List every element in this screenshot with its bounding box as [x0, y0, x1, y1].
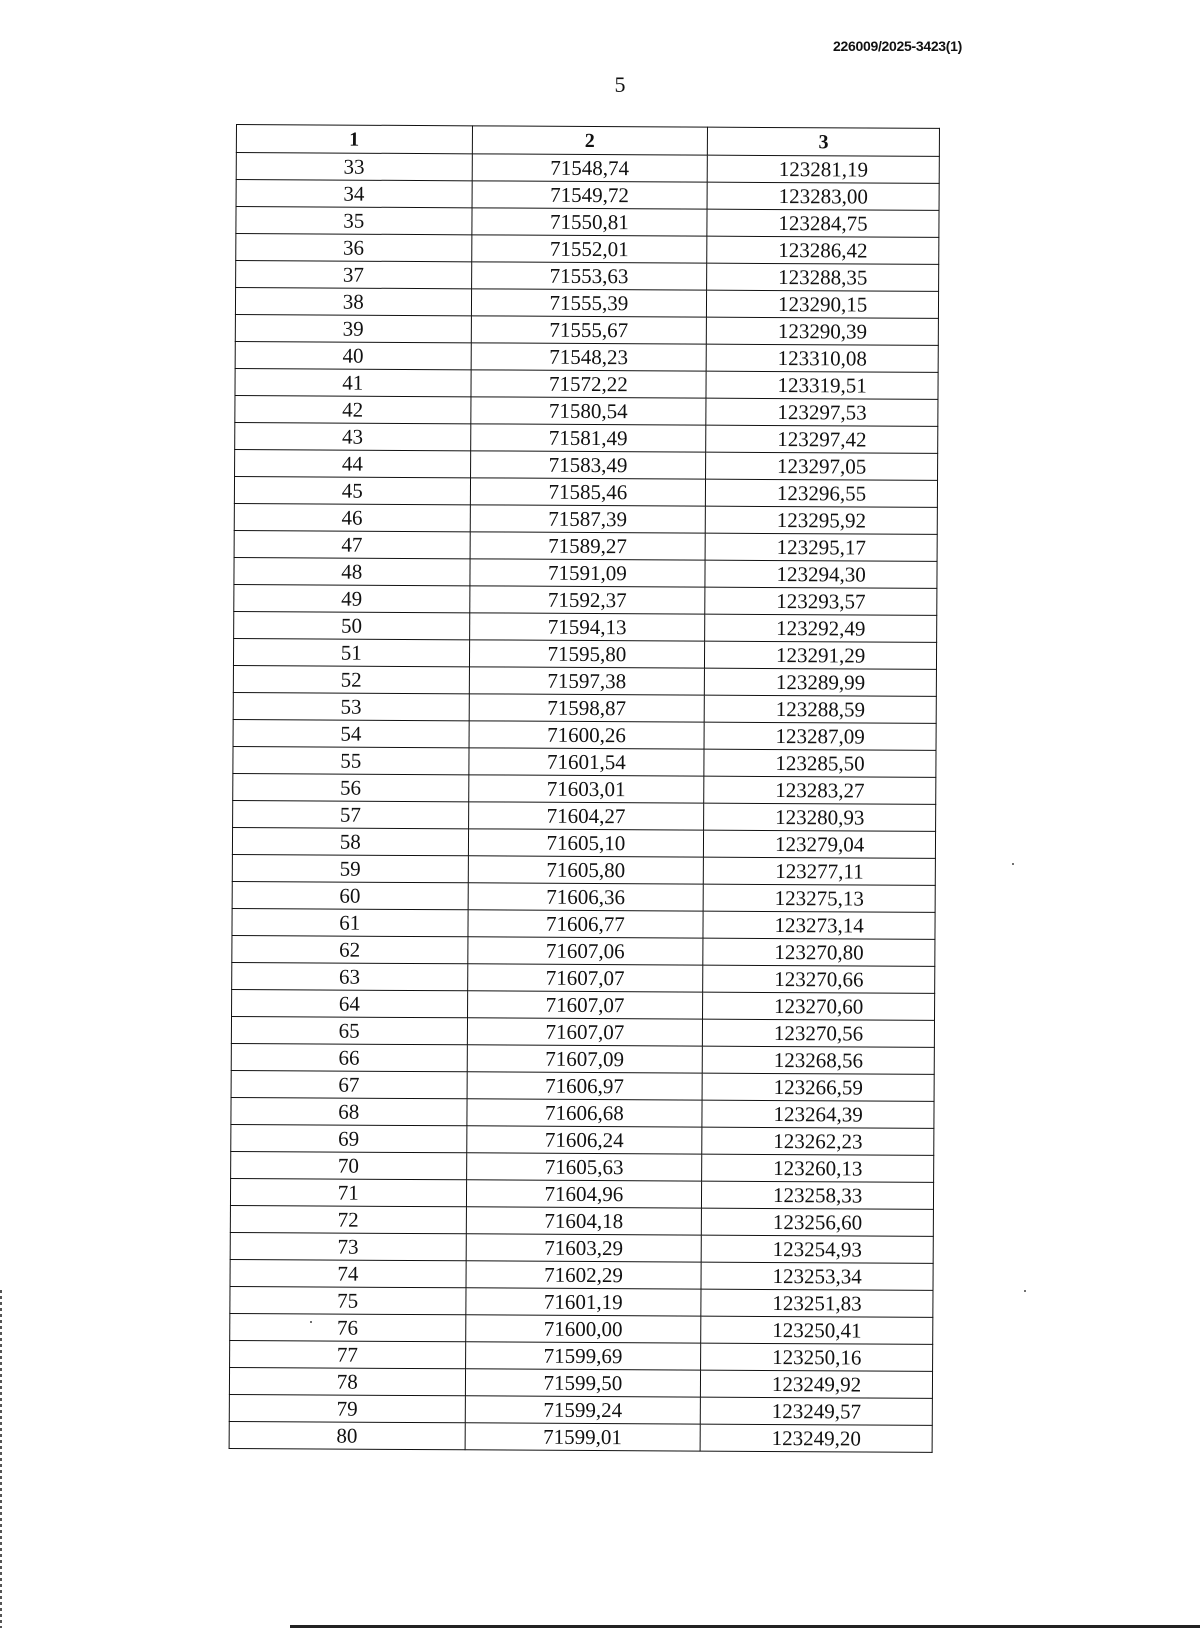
y-coordinate-cell: 123289,99 — [705, 668, 937, 696]
table-row — [235, 288, 938, 319]
table-row — [235, 449, 938, 480]
point-number-cell: 42 — [235, 395, 471, 423]
point-number-cell: 55 — [233, 746, 469, 774]
point-number-cell: 67 — [231, 1070, 467, 1098]
column-header-1: 1 — [236, 125, 472, 154]
y-coordinate-cell: 123268,56 — [702, 1046, 934, 1074]
y-coordinate-cell: 123297,05 — [706, 452, 938, 480]
table-row — [233, 638, 936, 669]
x-coordinate-cell: 71607,07 — [467, 991, 703, 1019]
x-coordinate-cell: 71605,63 — [466, 1153, 702, 1181]
y-coordinate-cell: 123288,35 — [707, 263, 939, 291]
table-body — [229, 153, 939, 1453]
x-coordinate-cell: 71605,80 — [468, 856, 704, 884]
table-row — [232, 989, 935, 1020]
y-coordinate-cell: 123319,51 — [706, 371, 938, 399]
x-coordinate-cell: 71607,07 — [467, 1018, 703, 1046]
y-coordinate-cell: 123285,50 — [704, 749, 936, 777]
y-coordinate-cell: 123295,92 — [705, 506, 937, 534]
table-row — [236, 180, 939, 211]
x-coordinate-cell: 71581,49 — [470, 424, 706, 452]
point-number-cell: 40 — [235, 341, 471, 369]
y-coordinate-cell: 123264,39 — [702, 1100, 934, 1128]
x-coordinate-cell: 71605,10 — [468, 829, 704, 857]
y-coordinate-cell: 123275,13 — [703, 884, 935, 912]
x-coordinate-cell: 71595,80 — [469, 640, 705, 668]
x-coordinate-cell: 71594,13 — [469, 613, 705, 641]
y-coordinate-cell: 123291,29 — [705, 641, 937, 669]
point-number-cell: 73 — [230, 1232, 466, 1260]
table-row — [233, 746, 936, 777]
table-row — [236, 153, 939, 184]
x-coordinate-cell: 71599,50 — [465, 1369, 701, 1397]
table-row — [231, 1124, 934, 1155]
point-number-cell: 80 — [229, 1421, 465, 1449]
x-coordinate-cell: 71599,69 — [465, 1342, 701, 1370]
y-coordinate-cell: 123273,14 — [703, 911, 935, 939]
y-coordinate-cell: 123260,13 — [702, 1154, 934, 1182]
y-coordinate-cell: 123296,55 — [706, 479, 938, 507]
x-coordinate-cell: 71553,63 — [471, 262, 707, 290]
table-row — [229, 1421, 932, 1452]
point-number-cell: 79 — [229, 1394, 465, 1422]
point-number-cell: 46 — [234, 503, 470, 531]
y-coordinate-cell: 123292,49 — [705, 614, 937, 642]
y-coordinate-cell: 123293,57 — [705, 587, 937, 615]
x-coordinate-cell: 71597,38 — [469, 667, 705, 695]
point-number-cell: 36 — [236, 234, 472, 262]
table-row — [234, 530, 937, 561]
point-number-cell: 35 — [236, 207, 472, 235]
x-coordinate-cell: 71600,00 — [465, 1315, 701, 1343]
point-number-cell: 69 — [231, 1124, 467, 1152]
table-row — [231, 1016, 934, 1047]
x-coordinate-cell: 71606,24 — [466, 1126, 702, 1154]
x-coordinate-cell: 71549,72 — [472, 181, 708, 209]
table-row — [231, 1070, 934, 1101]
y-coordinate-cell: 123277,11 — [704, 857, 936, 885]
point-number-cell: 39 — [235, 314, 471, 342]
y-coordinate-cell: 123266,59 — [702, 1073, 934, 1101]
x-coordinate-cell: 71607,07 — [467, 964, 703, 992]
column-header-2: 2 — [472, 126, 708, 155]
table-row — [230, 1178, 933, 1209]
table-row — [233, 800, 936, 831]
y-coordinate-cell: 123286,42 — [707, 236, 939, 264]
table-row — [230, 1340, 933, 1371]
y-coordinate-cell: 123297,53 — [706, 398, 938, 426]
scan-edge-left — [0, 1290, 2, 1628]
x-coordinate-cell: 71587,39 — [470, 505, 706, 533]
x-coordinate-cell: 71552,01 — [471, 235, 707, 263]
x-coordinate-cell: 71604,96 — [466, 1180, 702, 1208]
y-coordinate-cell: 123290,15 — [707, 290, 939, 318]
y-coordinate-cell: 123249,92 — [701, 1370, 933, 1398]
scan-speck — [310, 1321, 312, 1323]
point-number-cell: 74 — [230, 1259, 466, 1287]
x-coordinate-cell: 71599,24 — [465, 1396, 701, 1424]
point-number-cell: 49 — [234, 584, 470, 612]
point-number-cell: 34 — [236, 180, 472, 208]
point-number-cell: 44 — [235, 449, 471, 477]
point-number-cell: 53 — [233, 692, 469, 720]
table-row — [232, 881, 935, 912]
point-number-cell: 51 — [233, 638, 469, 666]
point-number-cell: 57 — [233, 800, 469, 828]
y-coordinate-cell: 123279,04 — [704, 830, 936, 858]
table-row — [234, 584, 937, 615]
point-number-cell: 33 — [236, 153, 472, 181]
x-coordinate-cell: 71601,54 — [468, 748, 704, 776]
y-coordinate-cell: 123287,09 — [704, 722, 936, 750]
point-number-cell: 77 — [230, 1340, 466, 1368]
y-coordinate-cell: 123270,56 — [703, 1019, 935, 1047]
y-coordinate-cell: 123270,66 — [703, 965, 935, 993]
y-coordinate-cell: 123251,83 — [701, 1289, 933, 1317]
table-row — [232, 908, 935, 939]
table-row — [233, 719, 936, 750]
point-number-cell: 75 — [230, 1286, 466, 1314]
table-row — [232, 935, 935, 966]
table-row — [235, 422, 938, 453]
point-number-cell: 78 — [229, 1367, 465, 1395]
table-row — [236, 234, 939, 265]
table-row — [234, 476, 937, 507]
point-number-cell: 58 — [232, 827, 468, 855]
point-number-cell: 61 — [232, 908, 468, 936]
point-number-cell: 47 — [234, 530, 470, 558]
x-coordinate-cell: 71607,09 — [467, 1045, 703, 1073]
table-row — [230, 1286, 933, 1317]
table-row — [229, 1394, 932, 1425]
x-coordinate-cell: 71607,06 — [467, 937, 703, 965]
y-coordinate-cell: 123254,93 — [701, 1235, 933, 1263]
y-coordinate-cell: 123256,60 — [702, 1208, 934, 1236]
table-row — [234, 611, 937, 642]
point-number-cell: 41 — [235, 368, 471, 396]
x-coordinate-cell: 71598,87 — [469, 694, 705, 722]
y-coordinate-cell: 123250,16 — [701, 1343, 933, 1371]
point-number-cell: 64 — [232, 989, 468, 1017]
y-coordinate-cell: 123283,00 — [707, 182, 939, 210]
x-coordinate-cell: 71591,09 — [470, 559, 706, 587]
table-row — [229, 1367, 932, 1398]
x-coordinate-cell: 71572,22 — [471, 370, 707, 398]
document-number: 226009/2025-3423(1) — [833, 38, 962, 54]
x-coordinate-cell: 71550,81 — [471, 208, 707, 236]
x-coordinate-cell: 71548,74 — [472, 154, 708, 182]
point-number-cell: 52 — [233, 665, 469, 693]
table-row — [232, 854, 935, 885]
x-coordinate-cell: 71606,77 — [468, 910, 704, 938]
point-number-cell: 50 — [234, 611, 470, 639]
y-coordinate-cell: 123295,17 — [705, 533, 937, 561]
y-coordinate-cell: 123249,20 — [700, 1424, 932, 1452]
y-coordinate-cell: 123262,23 — [702, 1127, 934, 1155]
page-number: 5 — [614, 72, 626, 97]
point-number-cell: 54 — [233, 719, 469, 747]
point-number-cell: 76 — [230, 1313, 466, 1341]
x-coordinate-cell: 71604,18 — [466, 1207, 702, 1235]
point-number-cell: 72 — [230, 1205, 466, 1233]
point-number-cell: 65 — [231, 1016, 467, 1044]
x-coordinate-cell: 71589,27 — [470, 532, 706, 560]
table-row — [234, 503, 937, 534]
x-coordinate-cell: 71555,39 — [471, 289, 707, 317]
table-row — [234, 557, 937, 588]
point-number-cell: 71 — [230, 1178, 466, 1206]
y-coordinate-cell: 123270,60 — [703, 992, 935, 1020]
point-number-cell: 37 — [236, 261, 472, 289]
y-coordinate-cell: 123250,41 — [701, 1316, 933, 1344]
x-coordinate-cell: 71599,01 — [465, 1423, 701, 1451]
table-row — [231, 1097, 934, 1128]
y-coordinate-cell: 123258,33 — [702, 1181, 934, 1209]
table-row — [236, 207, 939, 238]
point-number-cell: 66 — [231, 1043, 467, 1071]
point-number-cell: 59 — [232, 854, 468, 882]
table-row — [232, 827, 935, 858]
point-number-cell: 48 — [234, 557, 470, 585]
table-row — [231, 1151, 934, 1182]
x-coordinate-cell: 71600,26 — [469, 721, 705, 749]
table-row — [231, 1043, 934, 1074]
table-row — [230, 1232, 933, 1263]
y-coordinate-cell: 123281,19 — [707, 155, 939, 183]
y-coordinate-cell: 123284,75 — [707, 209, 939, 237]
point-number-cell: 56 — [233, 773, 469, 801]
point-number-cell: 63 — [232, 962, 468, 990]
table-row — [235, 341, 938, 372]
y-coordinate-cell: 123249,57 — [701, 1397, 933, 1425]
y-coordinate-cell: 123290,39 — [707, 317, 939, 345]
y-coordinate-cell: 123253,34 — [701, 1262, 933, 1290]
header-row — [236, 125, 939, 157]
y-coordinate-cell: 123270,80 — [703, 938, 935, 966]
y-coordinate-cell: 123297,42 — [706, 425, 938, 453]
table-row — [235, 314, 938, 345]
table-row — [233, 692, 936, 723]
point-number-cell: 43 — [235, 422, 471, 450]
x-coordinate-cell: 71555,67 — [471, 316, 707, 344]
x-coordinate-cell: 71602,29 — [466, 1261, 702, 1289]
table-row — [233, 665, 936, 696]
y-coordinate-cell: 123288,59 — [704, 695, 936, 723]
x-coordinate-cell: 71603,29 — [466, 1234, 702, 1262]
x-coordinate-cell: 71583,49 — [470, 451, 706, 479]
x-coordinate-cell: 71606,68 — [466, 1099, 702, 1127]
scan-speck — [1012, 863, 1014, 865]
point-number-cell: 62 — [232, 935, 468, 963]
table-row — [230, 1313, 933, 1344]
point-number-cell: 60 — [232, 881, 468, 909]
column-header-3: 3 — [708, 127, 940, 156]
y-coordinate-cell: 123310,08 — [706, 344, 938, 372]
point-number-cell: 70 — [231, 1151, 467, 1179]
table-row — [232, 962, 935, 993]
table-row — [235, 395, 938, 426]
x-coordinate-cell: 71606,97 — [467, 1072, 703, 1100]
x-coordinate-cell: 71603,01 — [468, 775, 704, 803]
x-coordinate-cell: 71585,46 — [470, 478, 706, 506]
table-row — [230, 1205, 933, 1236]
table-row — [235, 368, 938, 399]
x-coordinate-cell: 71592,37 — [469, 586, 705, 614]
table-row — [233, 773, 936, 804]
table-header — [236, 125, 939, 157]
scan-speck — [1024, 1290, 1026, 1292]
point-number-cell: 38 — [235, 288, 471, 316]
x-coordinate-cell: 71606,36 — [468, 883, 704, 911]
x-coordinate-cell: 71601,19 — [465, 1288, 701, 1316]
table-row — [230, 1259, 933, 1290]
x-coordinate-cell: 71548,23 — [471, 343, 707, 371]
y-coordinate-cell: 123280,93 — [704, 803, 936, 831]
point-number-cell: 45 — [234, 476, 470, 504]
x-coordinate-cell: 71604,27 — [468, 802, 704, 830]
point-number-cell: 68 — [231, 1097, 467, 1125]
y-coordinate-cell: 123283,27 — [704, 776, 936, 804]
y-coordinate-cell: 123294,30 — [705, 560, 937, 588]
coordinates-table — [229, 124, 940, 1453]
x-coordinate-cell: 71580,54 — [470, 397, 706, 425]
table-row — [236, 261, 939, 292]
